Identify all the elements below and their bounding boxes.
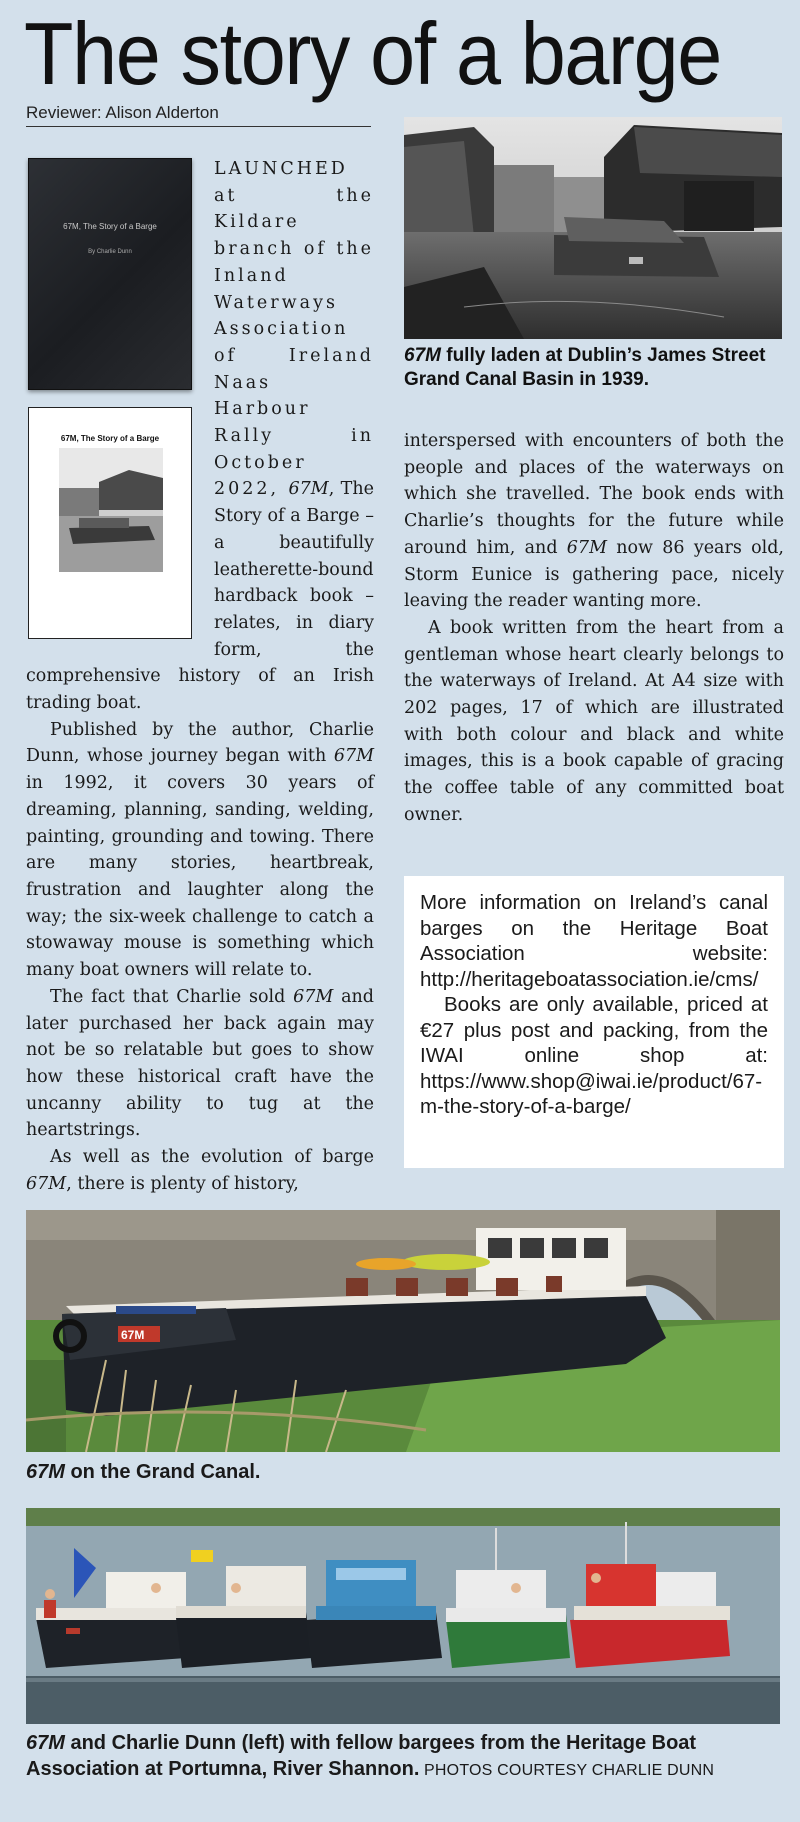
paragraph: Published by the author, Charlie Dunn, whose journey began with 67M in 1992, it covers 30 years of dreaming, planning, sanding, welding, painting, grounding and towing. There are many stories, heartbreak, frustration and laughter along the way; the six-week challenge to catch a stowaway mouse is something which many boat owners will relate to. (26, 719, 374, 981)
hull-mark: 67M (121, 1328, 145, 1342)
title-page-title: 67M, The Story of a Barge (60, 434, 160, 443)
heritage-barges-portumna-photo (26, 1508, 780, 1724)
right-column (404, 428, 784, 829)
photo-credit: PHOTOS COURTESY CHARLIE DUNN (419, 1762, 715, 1779)
headline: The story of a barge (24, 4, 721, 103)
info-website: More information on Ireland’s canal barges on the Heritage Boat Association website: http://heritageboatassociation.ie/cms/ (420, 891, 768, 991)
paragraph: As well as the evolution of barge 67M, there is plenty of history, (26, 1147, 374, 1194)
photo3-caption: 67M and Charlie Dunn (left) with fellow bargees from the Heritage Boat Association at Portumna, River Shannon. PHOTOS COURTESY CHARLIE DUNN (26, 1732, 715, 1780)
byline: Reviewer: Alison Alderton (26, 103, 371, 127)
book-title-page-image (28, 407, 192, 639)
title-page-photo (59, 448, 163, 572)
paragraph: interspersed with encounters of both the people and places of the waterways on which she travelled. The book ends with Charlie’s thoughts for the future while around him, and 67M now 86 years old, Storm Eunice is gathering pace, nicely leaving the reader wanting more. (404, 431, 784, 612)
book-cover-author: By Charlie Dunn (88, 249, 132, 255)
paragraph: The fact that Charlie sold 67M and later purchased her back again may not be so relatable but goes to show how these historical craft have the uncanny ability to tug at the heartstrings. (26, 986, 374, 1141)
photo1-caption: 67M fully laden at Dublin’s James Street Grand Canal Basin in 1939. (404, 345, 766, 390)
photo2-caption: 67M on the Grand Canal. (26, 1461, 261, 1483)
paragraph: LAUNCHED at the Kildare branch of the Inland Waterways Association of Ireland Naas Harbour Rally in October 2022, 67M, The Story of a Barge – a beautifully leatherette-bound hardback book – relates, in diary form, the comprehensive history of an Irish trading boat. (26, 159, 374, 714)
book-images (26, 156, 202, 644)
book-cover-image (28, 158, 192, 390)
historic-barge-photo (404, 117, 782, 339)
paragraph: A book written from the heart from a gentleman whose heart clearly belongs to the waterways of Ireland. At A4 size with 202 pages, 17 of which are illustrated with both colour and black and white images, this is a book capable of gracing the coffee table of any committed boat owner. (404, 617, 784, 825)
left-column (26, 156, 374, 1197)
info-box (404, 876, 784, 1168)
info-shop: Books are only available, priced at €27 plus post and packing, from the IWAI online shop at: https://www.shop@iwai.ie/product/67-m-the-story-of-a-barge/ (420, 993, 768, 1118)
barge-grand-canal-photo (26, 1210, 780, 1452)
book-cover-title: 67M, The Story of a Barge (63, 222, 157, 231)
